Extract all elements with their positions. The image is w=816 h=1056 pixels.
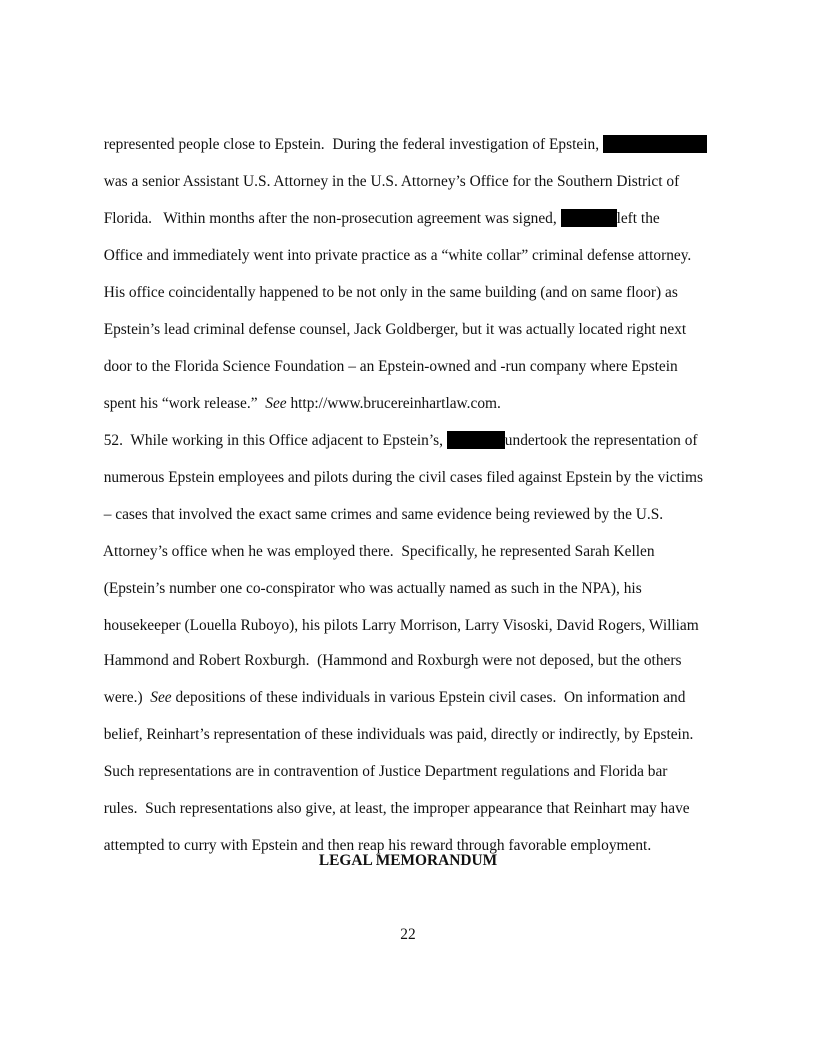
body-line-7 [96,337,678,377]
line-text: His office coincidentally happened to be not only in the same building (and on same floor) as [103,284,678,301]
body-line-10 [96,448,703,488]
body-line-6 [96,300,686,340]
line-text: belief, Reinhart’s representation of these individuals was paid, directly or indirectly, by Epstein. [103,726,694,743]
body-line-14 [96,596,699,636]
body-line-18 [96,742,667,782]
line-text: rules. Such representations also give, at least, the improper appearance that Reinhart may have [103,800,690,817]
body-line-12 [96,522,655,562]
line-text: attempted to curry with Epstein and then reap his reward through favorable employment. [103,837,652,854]
body-line-4 [96,226,691,266]
body-line-17 [96,705,693,745]
body-line-11 [96,485,663,525]
citation-signal: See [150,689,172,706]
body-line-20 [96,816,651,856]
redaction-bar [447,431,505,449]
body-line-9 [96,411,698,451]
body-line-2 [96,152,679,192]
page-number: 22 [400,926,416,943]
line-text: – cases that involved the exact same crimes and same evidence being reviewed by the U.S. [103,506,664,523]
line-text: 52. While working in this Office adjacent to Epstein’s, [103,432,447,449]
line-text: (Epstein’s number one co-conspirator who was actually named as such in the NPA), his [103,580,642,597]
citation-signal: See [265,395,287,412]
body-line-1 [96,115,707,155]
url-text: http://www.brucereinhartlaw.com. [286,395,501,412]
line-text: Office and immediately went into private practice as a “white collar” criminal defense attorney. [103,247,692,264]
line-text: was a senior Assistant U.S. Attorney in the U.S. Attorney’s Office for the Southern District of [103,173,680,190]
line-text: Such representations are in contravention of Justice Department regulations and Florida bar [103,763,668,780]
line-text: Epstein’s lead criminal defense counsel, Jack Goldberger, but it was actually located right next [103,321,687,338]
section-heading: LEGAL MEMORANDUM [318,852,498,869]
line-text-continued: depositions of these individuals in various Epstein civil cases. On information and [171,689,686,706]
line-text: represented people close to Epstein. During the federal investigation of Epstein, [103,136,603,153]
line-text: Hammond and Robert Roxburgh. (Hammond and Roxburgh were not deposed, but the others [103,652,682,669]
line-text: numerous Epstein employees and pilots during the civil cases filed against Epstein by the victims [103,469,703,486]
body-line-15 [96,631,681,671]
line-text: housekeeper (Louella Ruboyo), his pilots Larry Morrison, Larry Visoski, David Rogers, William [103,617,699,634]
line-text: Attorney’s office when he was employed there. Specifically, he represented Sarah Kellen [102,543,655,560]
line-text: Florida. Within months after the non-prosecution agreement was signed, [103,210,561,227]
body-line-16 [96,668,685,708]
line-text-continued: undertook the representation of [504,432,698,449]
redaction-bar [603,135,707,153]
redaction-bar [561,209,617,227]
line-text: door to the Florida Science Foundation – an Epstein-owned and -run company where Epstein [103,358,678,375]
line-text: spent his “work release.” [103,395,266,412]
body-line-5 [96,263,678,303]
body-line-19 [96,779,690,819]
body-line-13 [96,559,642,599]
body-line-8 [96,374,501,414]
body-line-3 [96,189,660,229]
line-text: were.) [103,689,151,706]
line-text-continued: left the [616,210,660,227]
